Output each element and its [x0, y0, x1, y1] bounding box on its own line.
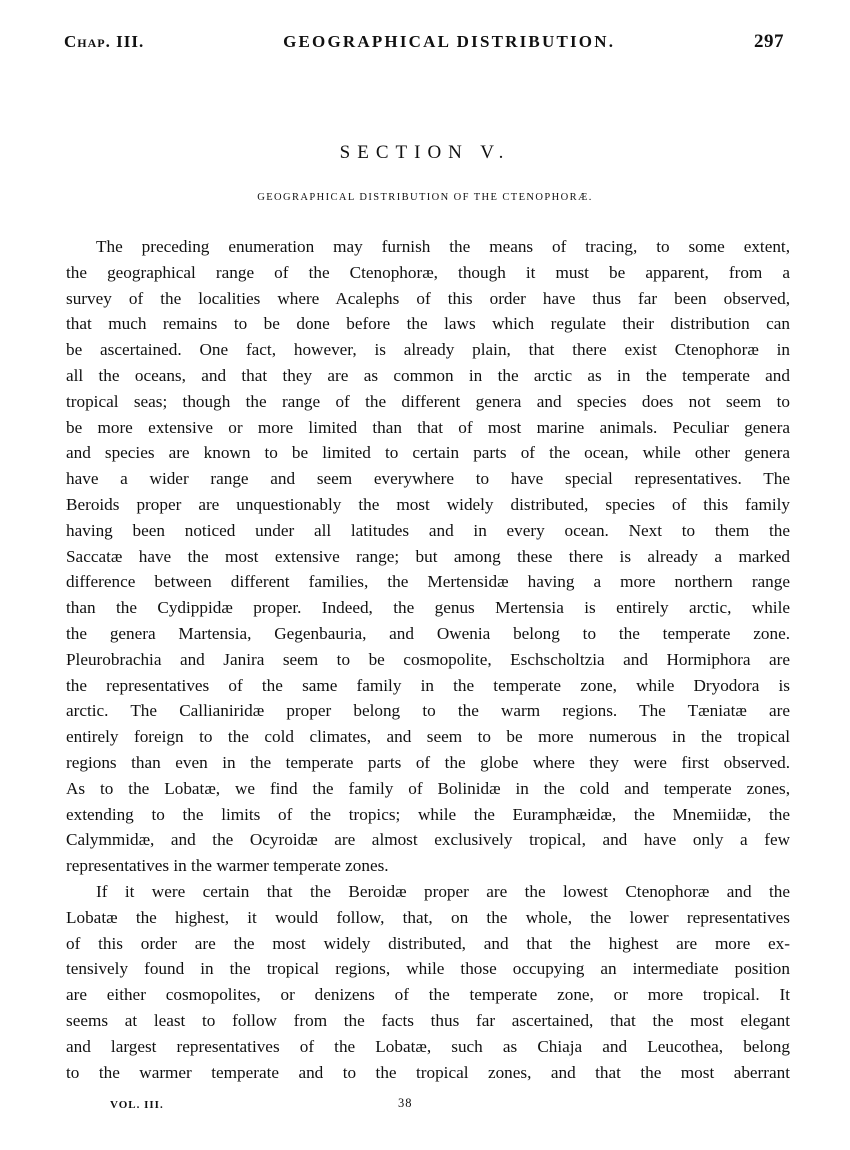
text-line: tropical seas; though the range of the different genera and species does not seem to: [66, 391, 790, 411]
text-line: Saccatæ have the most extensive range; but among these there is already a marked: [66, 546, 790, 566]
signature-mark: 38: [398, 1096, 413, 1110]
text-line: regions than even in the temperate parts of the globe where they were first observed.: [66, 752, 790, 772]
text-line: representatives in the warmer temperate zones.: [66, 856, 389, 876]
running-head: [64, 31, 784, 55]
text-line: the representatives of the same family in the temperate zone, while Dryodora is: [66, 675, 790, 695]
text-line: and species are known to be limited to certain parts of the ocean, while other genera: [66, 443, 790, 463]
body-text: [66, 234, 790, 1085]
text-line: entirely foreign to the cold climates, and seem to be more numerous in the tropical: [66, 727, 790, 747]
volume-label: VOL. III.: [110, 1099, 164, 1111]
text-line: the geographical range of the Ctenophoræ, though it must be apparent, from a: [66, 262, 790, 282]
text-line: be more extensive or more limited than that of most marine animals. Peculiar genera: [66, 417, 790, 437]
text-line: arctic. The Callianiridæ proper belong to the warm regions. The Tæniatæ are: [66, 701, 790, 721]
text-line: the genera Martensia, Gegenbauria, and Owenia belong to the temperate zone.: [66, 623, 790, 643]
text-line: Lobatæ the highest, it would follow, that, on the whole, the lower representatives: [66, 907, 790, 927]
text-line: having been noticed under all latitudes and in every ocean. Next to them the: [66, 520, 790, 540]
text-line: be ascertained. One fact, however, is already plain, that there exist Ctenophoræ in: [66, 340, 790, 360]
text-line: all the oceans, and that they are as common in the arctic as in the temperate and: [66, 365, 790, 385]
section-subheading: GEOGRAPHICAL DISTRIBUTION OF THE CTENOPHORÆ.: [257, 192, 593, 203]
text-line: to the warmer temperate and to the tropical zones, and that the most aberrant: [66, 1062, 790, 1082]
text-line: have a wider range and seem everywhere to have special representatives. The: [66, 469, 790, 489]
text-line: Pleurobrachia and Janira seem to be cosmopolite, Eschscholtzia and Hormiphora are: [66, 649, 790, 669]
text-line: As to the Lobatæ, we find the family of Bolinidæ in the cold and temperate zones,: [66, 778, 790, 798]
text-line: of this order are the most widely distributed, and that the highest are more ex-: [66, 933, 790, 953]
page-footer: [110, 1097, 430, 1117]
text-line: are either cosmopolites, or denizens of the temperate zone, or more tropical. It: [66, 985, 790, 1005]
text-line: difference between different families, the Mertensidæ having a more northern range: [66, 572, 790, 592]
running-title: GEOGRAPHICAL DISTRIBUTION.: [283, 32, 616, 51]
text-line: survey of the localities where Acalephs of this order have thus far been observed,: [66, 288, 790, 308]
text-line: than the Cydippidæ proper. Indeed, the genus Mertensia is entirely arctic, while: [66, 598, 790, 618]
page-number: 297: [754, 31, 784, 52]
text-line: If it were certain that the Beroidæ proper are the lowest Ctenophoræ and the: [96, 881, 790, 901]
text-line: tensively found in the tropical regions, while those occupying an intermediate position: [66, 959, 790, 979]
text-line: extending to the limits of the tropics; while the Euramphæidæ, the Mnemiidæ, the: [66, 804, 790, 824]
text-line: and largest representatives of the Lobatæ, such as Chiaja and Leucothea, belong: [66, 1036, 790, 1056]
text-line: seems at least to follow from the facts thus far ascertained, that the most elegant: [66, 1010, 790, 1030]
text-line: Calymmidæ, and the Ocyroidæ are almost exclusively tropical, and have only a few: [66, 830, 790, 850]
text-line: The preceding enumeration may furnish the means of tracing, to some extent,: [96, 237, 790, 256]
text-line: Beroids proper are unquestionably the most widely distributed, species of this family: [66, 494, 790, 514]
chapter-label: Chap. III.: [64, 32, 145, 51]
section-heading: SECTION V.: [339, 142, 511, 163]
text-line: that much remains to be done before the laws which regulate their distribution can: [66, 314, 790, 334]
